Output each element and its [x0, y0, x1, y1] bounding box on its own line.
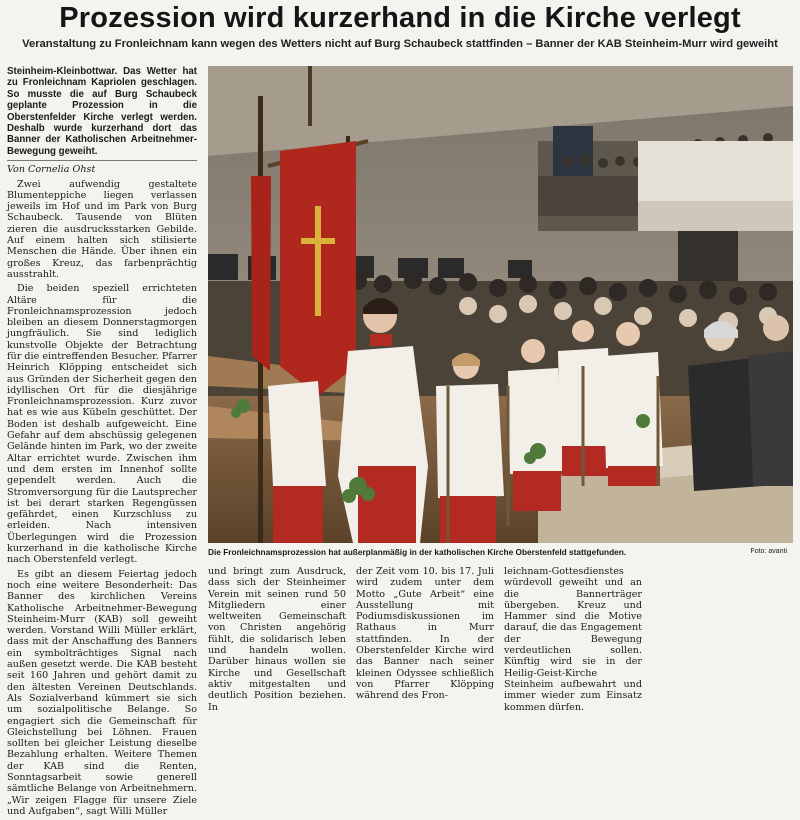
- article-column-bottom-1: [208, 566, 346, 716]
- body-paragraph: leichnam-Gottesdienstes würdevoll geweiht und an die Bannerträger übergeben. Kreuz und Hammer sind die Motive darauf, die das Engagement der Bewegung verdeutlichen sollen. Künftig wird sie in der Heilig-Geist-Kirche Steinheim aufbewahrt und immer wieder zum Einsatz kommen dürfen.: [504, 566, 642, 713]
- subheadline: Veranstaltung zu Fronleichnam kann wegen des Wetters nicht auf Burg Schaubeck stattfinden – Banner der KAB Steinheim-Murr wird geweiht: [22, 38, 778, 50]
- byline: Von Cornelia Ohst: [7, 160, 197, 175]
- photo-credit: Foto: avanti: [750, 548, 787, 555]
- body-paragraph: und bringt zum Ausdruck, dass sich der Steinheimer Verein mit seinen rund 50 Mitgliedern einer weltweiten Gemeinschaft von Christen angehörig fühlt, die solidarisch leben und handeln wollen. Darüber hinaus wollen sie Kirche und Gesellschaft aktiv mitgestalten und deutlich Position beziehen. In: [208, 566, 346, 713]
- procession-photo: [208, 66, 793, 543]
- body-paragraph: Zwei aufwendig gestaltete Blumenteppiche liegen verlassen jeweils im Hof und im Park von Burg Schaubeck. Tausende von Blüten zieren die ausdrucksstarken Gebilde. Auf einem halten sich stilisierte Menschen die Hände. Über ihnen ein großes Kreuz, das farbenprächtig ausstrahlt.: [7, 178, 197, 280]
- body-paragraph: Es gibt an diesem Feiertag jedoch noch eine weitere Besonderheit: Das Banner des kirchlichen Vereins Katholische Arbeitnehmer-Bewegung Steinheim-Murr (KAB) soll geweiht werden. Vorstand Willi Müller erklärt, dass mit der Anschaffung des Banners ein symbolträchtiges Signal nach außen gesetzt werde. Die KAB besteht seit 160 Jahren und gehört damit zu den ältesten Vereinen Deutschlands. Als Sozialverband kümmert sie sich um sozialpolitische Belange. So engagiert sich die Gemeinschaft für Gleichstellung bei Löhnen. Frauen sollten bei gleicher Leistung dieselbe Bezahlung erhalten. Weitere Themen der KAB sind die Renten, Sonntagsarbeit sowie generell sämtliche Belange von Arbeitnehmern. „Wir zeigen Flagge für unsere Ziele und Aufgaben“, sagt Willi Müller: [7, 568, 197, 817]
- body-paragraph: der Zeit vom 10. bis 17. Juli wird zudem unter dem Motto „Gute Arbeit“ eine Ausstellung mit Podiumsdiskussionen im Rathaus in Murr stattfinden. In der Oberstenfelder Kirche wird das Banner nach seiner kleinen Odyssee schließlich von Pfarrer Klöpping während des Fron-: [356, 566, 494, 702]
- lead-paragraph: Steinheim-Kleinbottwar. Das Wetter hat zu Fronleichnam Kapriolen geschlagen. So musste die auf Burg Schaubeck geplante Prozession in die Oberstenfelder Kirche verlegt werden. Deshalb wurde kurzerhand dort das Banner der Katholischen Arbeitnehmer-Bewegung geweiht.: [7, 66, 197, 157]
- article-column-bottom-3: [504, 566, 642, 716]
- church-procession-illustration: [208, 66, 793, 543]
- headline: Prozession wird kurzerhand in die Kirche verlegt: [59, 2, 741, 34]
- body-paragraph: Die beiden speziell errichteten Altäre für die Fronleichnamsprozession jedoch bleiben an diesem Donnerstagmorgen jungfräulich. Sie sind lediglich kunstvolle Objekte der Betrachtung für die eintreffenden Besucher. Pfarrer Heinrich Klöpping entscheidet sich aus Gründen der Sicherheit gegen den idyllischen Ort für die diesjährige Fronleichnamsprozession. Kurz zuvor hat es wie aus Kübeln geschüttet. Der Boden ist deshalb aufgeweicht. Eine Gefahr auf dem abschüssig gelegenen Gelände hinten im Park, wo der zweite Altar errichtet wurde. Zwischen ihm und dem ersten im Innenhof sollte gependelt werden. Auch die Stromversorgung für die Lautsprecher ist bei derart starken Regengüssen gefährdet, einen Kurzschluss zu erleiden. Nach intensiven Überlegungen wird die Prozession kurzerhand in die katholische Kirche nach Oberstenfeld verlegt.: [7, 283, 197, 566]
- photo-caption: [208, 545, 793, 559]
- article-column-left: [7, 66, 197, 820]
- caption-text: Die Fronleichnamsprozession hat außerplanmäßig in der katholischen Kirche Oberstenfeld stattgefunden.: [208, 547, 627, 557]
- article-column-bottom-2: [356, 566, 494, 705]
